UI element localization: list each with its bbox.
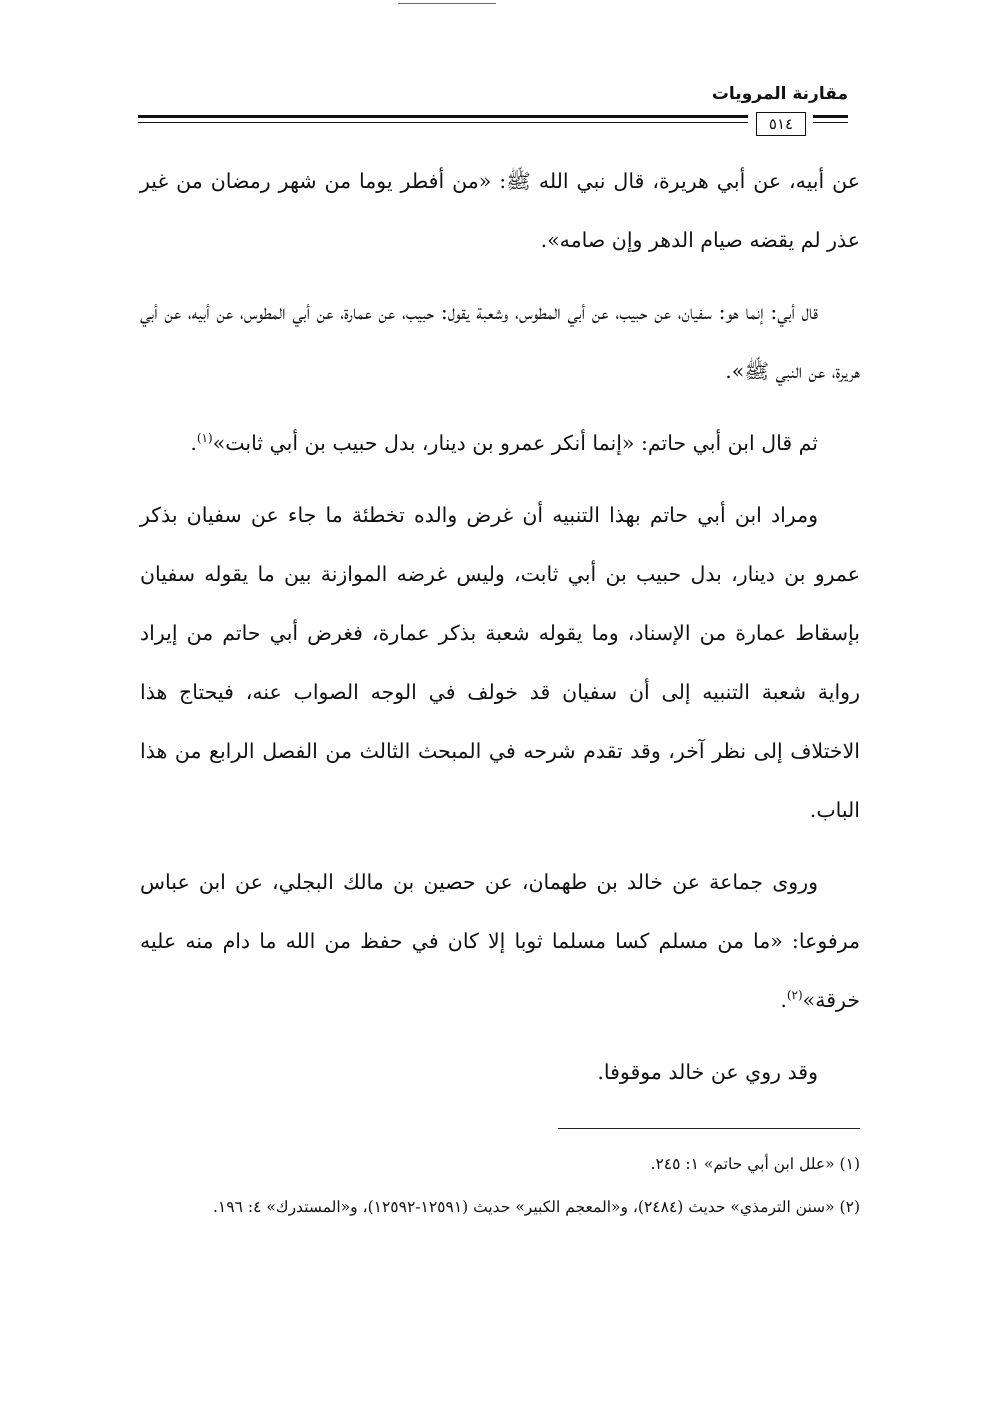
running-title: مقارنة المرويات [711, 84, 848, 104]
main-text [140, 152, 860, 1115]
header-rule-thin [138, 122, 748, 123]
footnote-separator [558, 1128, 860, 1129]
paragraph-1: عن أبيه، عن أبي هريرة، قال نبي الله ﷺ: «من أفطر يوما من شهر رمضان من غير عذر لم يقضه صيام الدهر وإن صامه». [140, 169, 860, 252]
header-rule-right-thick [813, 115, 848, 118]
header-rule-thick [138, 115, 748, 118]
footnote-1: (١) «علل ابن أبي حاتم» ١: ٢٤٥. [650, 1155, 860, 1173]
paragraph-3: ثم قال ابن أبي حاتم: «إنما أنكر عمرو بن دينار، بدل حبيب بن أبي ثابت»$^{(١)}$. [190, 431, 818, 455]
header-rule-right-thin [813, 122, 848, 123]
top-edge-mark [398, 0, 496, 4]
footnote-ref-2[interactable]: (٢) [786, 988, 803, 1003]
footnote-ref-1[interactable]: (١) [196, 431, 213, 446]
paragraph-5-text: وروى جماعة عن خالد بن طهمان، عن حصين بن مالك البجلي، عن ابن عباس مرفوعا: «ما من مسلم كسا مسلما ثوبا إلا كان في حفظ من الله ما دام منه عليه خرقة» [140, 870, 860, 1012]
paragraph-5: وروى جماعة عن خالد بن طهمان، عن حصين بن مالك البجلي، عن ابن عباس مرفوعا: «ما من مسلم كسا مسلما ثوبا إلا كان في حفظ من الله ما دام منه عليه خرقة»$^{(٢)}$. [140, 870, 860, 1012]
footnotes [140, 1146, 860, 1232]
paragraph-6: وقد روي عن خالد موقوفا. [597, 1060, 818, 1084]
footnote-2: (٢) «سنن الترمذي» حديث (٢٤٨٤)، و«المعجم الكبير» حديث (١٢٥٩١-١٢٥٩٢)، و«المستدرك» ٤: ١٩٦. [212, 1198, 860, 1216]
paragraph-2: قال أبي: إنما هو: سفيان، عن حبيب، عن أبي المطوس، وشعبة يقول: حبيب، عن عمارة، عن أبي المطوس، عن أبيه، عن أبي هريرة، عن النبي ﷺ». [140, 300, 860, 383]
paragraph-3-text: ثم قال ابن أبي حاتم: «إنما أنكر عمرو بن دينار، بدل حبيب بن أبي ثابت» [212, 431, 818, 455]
header-rules [138, 115, 848, 129]
page-number: ٥١٤ [756, 112, 806, 136]
paragraph-4: ومراد ابن أبي حاتم بهذا التنبيه أن غرض والده تخطئة ما جاء عن سفيان بذكر عمرو بن دينار، بدل حبيب بن أبي ثابت، وليس غرضه الموازنة بين ما يقوله سفيان بإسقاط عمارة من الإسناد، وما يقوله شعبة بذكر عمارة، فغرض أبي حاتم من إيراد رواية شعبة التنبيه إلى أن سفيان قد خولف في الوجه الصواب عنه، فيحتاج هذا الاختلاف إلى نظر آخر، وقد تقدم شرحه في المبحث الثالث من الفصل الرابع من هذا الباب. [140, 503, 860, 822]
